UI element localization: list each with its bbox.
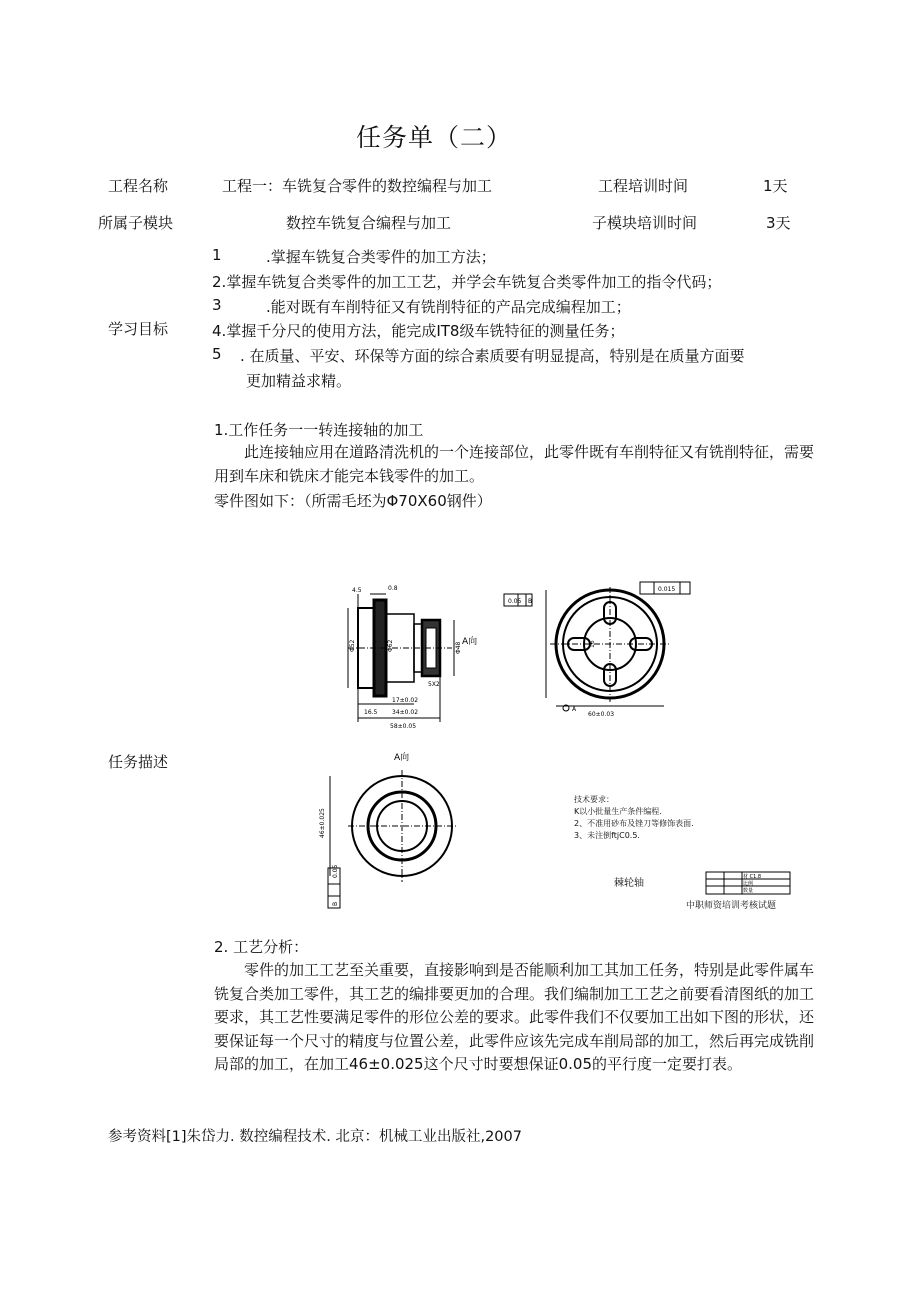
task-heading: 1.工作任务一一转连接轴的加工 (214, 421, 424, 439)
submodule-label: 所属子模块 (98, 214, 174, 232)
task-label: 任务描述 (108, 753, 169, 771)
submodule-time-label: 子模块培训时间 (592, 214, 698, 232)
page-title: 任务单（二） (356, 123, 513, 152)
objective-4-num: 4 (212, 322, 222, 340)
tech-req-3: 3、未注倒ftjC0.5. (574, 831, 640, 840)
tol-flatness: 0.05 (508, 598, 522, 605)
a-direction-label: A向 (462, 637, 478, 647)
objective-1-num: 1 (212, 246, 222, 264)
objective-5-cont: 更加精益求精。 (246, 372, 352, 390)
objective-5-num: 5 (212, 345, 222, 363)
process-heading: 2. 工艺分析： (214, 938, 309, 956)
datum-b-2: B (332, 901, 339, 906)
drawing-caption: 零件图如下：（所需毛坯为Φ70X60钢件） (214, 492, 492, 510)
dim-5x2: 5X2 (428, 681, 440, 688)
objective-2 (212, 271, 721, 292)
part-drawing (319, 572, 830, 917)
objectives-label: 学习目标 (108, 320, 169, 338)
objective-3-num: 3 (212, 296, 222, 314)
dim-phi62: Φ62 (387, 639, 394, 652)
submodule-value: 数控车铣复合编程与加工 (286, 214, 452, 232)
title-block-qty: 数量 (743, 888, 754, 894)
dim-4-5: 4.5 (352, 587, 362, 594)
a-view-label: A向 (394, 753, 410, 763)
part-drawing-svg (319, 572, 830, 917)
dim-58: 58±0.05 (390, 723, 417, 730)
reference: 参考资料[1]朱岱力. 数控编程技术. 北京：机械工业出版社,2007 (108, 1129, 522, 1145)
dim-16: 16 (589, 640, 596, 648)
datum-a: A (572, 706, 577, 713)
dim-phi52: Φ52 (349, 639, 356, 652)
tech-req-2: 2、不准用砂布及锉刀等修饰表面. (574, 819, 694, 828)
tol-position: 0.015 (658, 586, 676, 593)
tech-req-1: K以小批量生产条件编程. (574, 807, 662, 816)
dim-17: 17±0.02 (392, 697, 419, 704)
project-time-value: 1天 (763, 177, 788, 195)
objective-1-text: .掌握车铣复合类零件的加工方法； (266, 248, 496, 266)
dim-60: 60±0.03 (588, 711, 615, 718)
submodule-time-value: 3天 (766, 214, 791, 232)
project-label: 工程名称 (108, 177, 169, 195)
dim-phi48: Φ48 (455, 641, 462, 654)
objective-3-text: .能对既有车削特征又有铣削特征的产品完成编程加工； (266, 298, 631, 316)
task-para-1: 此连接轴应用在道路清洗机的一个连接部位，此零件既有车削特征又有铣削特征，需要用到车床和铣床才能完本钱零件的加工。 (214, 443, 815, 485)
dim-16-5: 16.5 (364, 709, 378, 716)
dim-34: 34±0.02 (392, 709, 419, 716)
part-name: 棘轮轴 (614, 878, 644, 889)
objective-4-text: .掌握千分尺的使用方法，能完成IT8级车铣特征的测量任务； (221, 322, 625, 340)
title-block-scale: 比例 (743, 881, 754, 887)
a-view (328, 770, 458, 908)
objective-5-text: . 在质量、平安、环保等方面的综合素质要有明显提高，特别是在质量方面要 (240, 347, 745, 365)
title-block-material: 材 C1.8 (743, 874, 762, 880)
objective-2-text: .掌握车铣复合类零件的加工工艺，并学会车铣复合类零件加工的指令代码； (221, 273, 722, 291)
tol-parallel: 0.05 (332, 864, 339, 878)
tech-req-title: 技术要求： (574, 795, 614, 804)
project-value: 工程一：车铣复合零件的数控编程与加工 (222, 177, 493, 195)
dim-46: 46±0.025 (319, 808, 326, 838)
dim-0-8: 0.8 (388, 585, 398, 592)
project-time-label: 工程培训时间 (598, 177, 689, 195)
process-para: 零件的加工工艺至关重要，直接影响到是否能顺利加工其加工任务，特别是此零件属车铣复合类加工零件，其工艺的编排要更加的合理。我们编制加工工艺之前要看清图纸的加工要求，其工艺性要满足零件的形位公差的要求。此零件我们不仅要加工出如下图的形状，还要保证每一个尺寸的精度与位置公差，此零件应该先完成车削局部的加工，然后再完成铣削局部的加工，在加工46±0.025这个尺寸时要想保证0.05的平行度一定要打表。 (214, 961, 815, 1073)
objective-2-num: 2 (212, 273, 222, 291)
objective-4 (212, 320, 624, 341)
exam-caption: 中职师资培训考核试题 (686, 901, 777, 911)
datum-b: B (528, 598, 533, 605)
